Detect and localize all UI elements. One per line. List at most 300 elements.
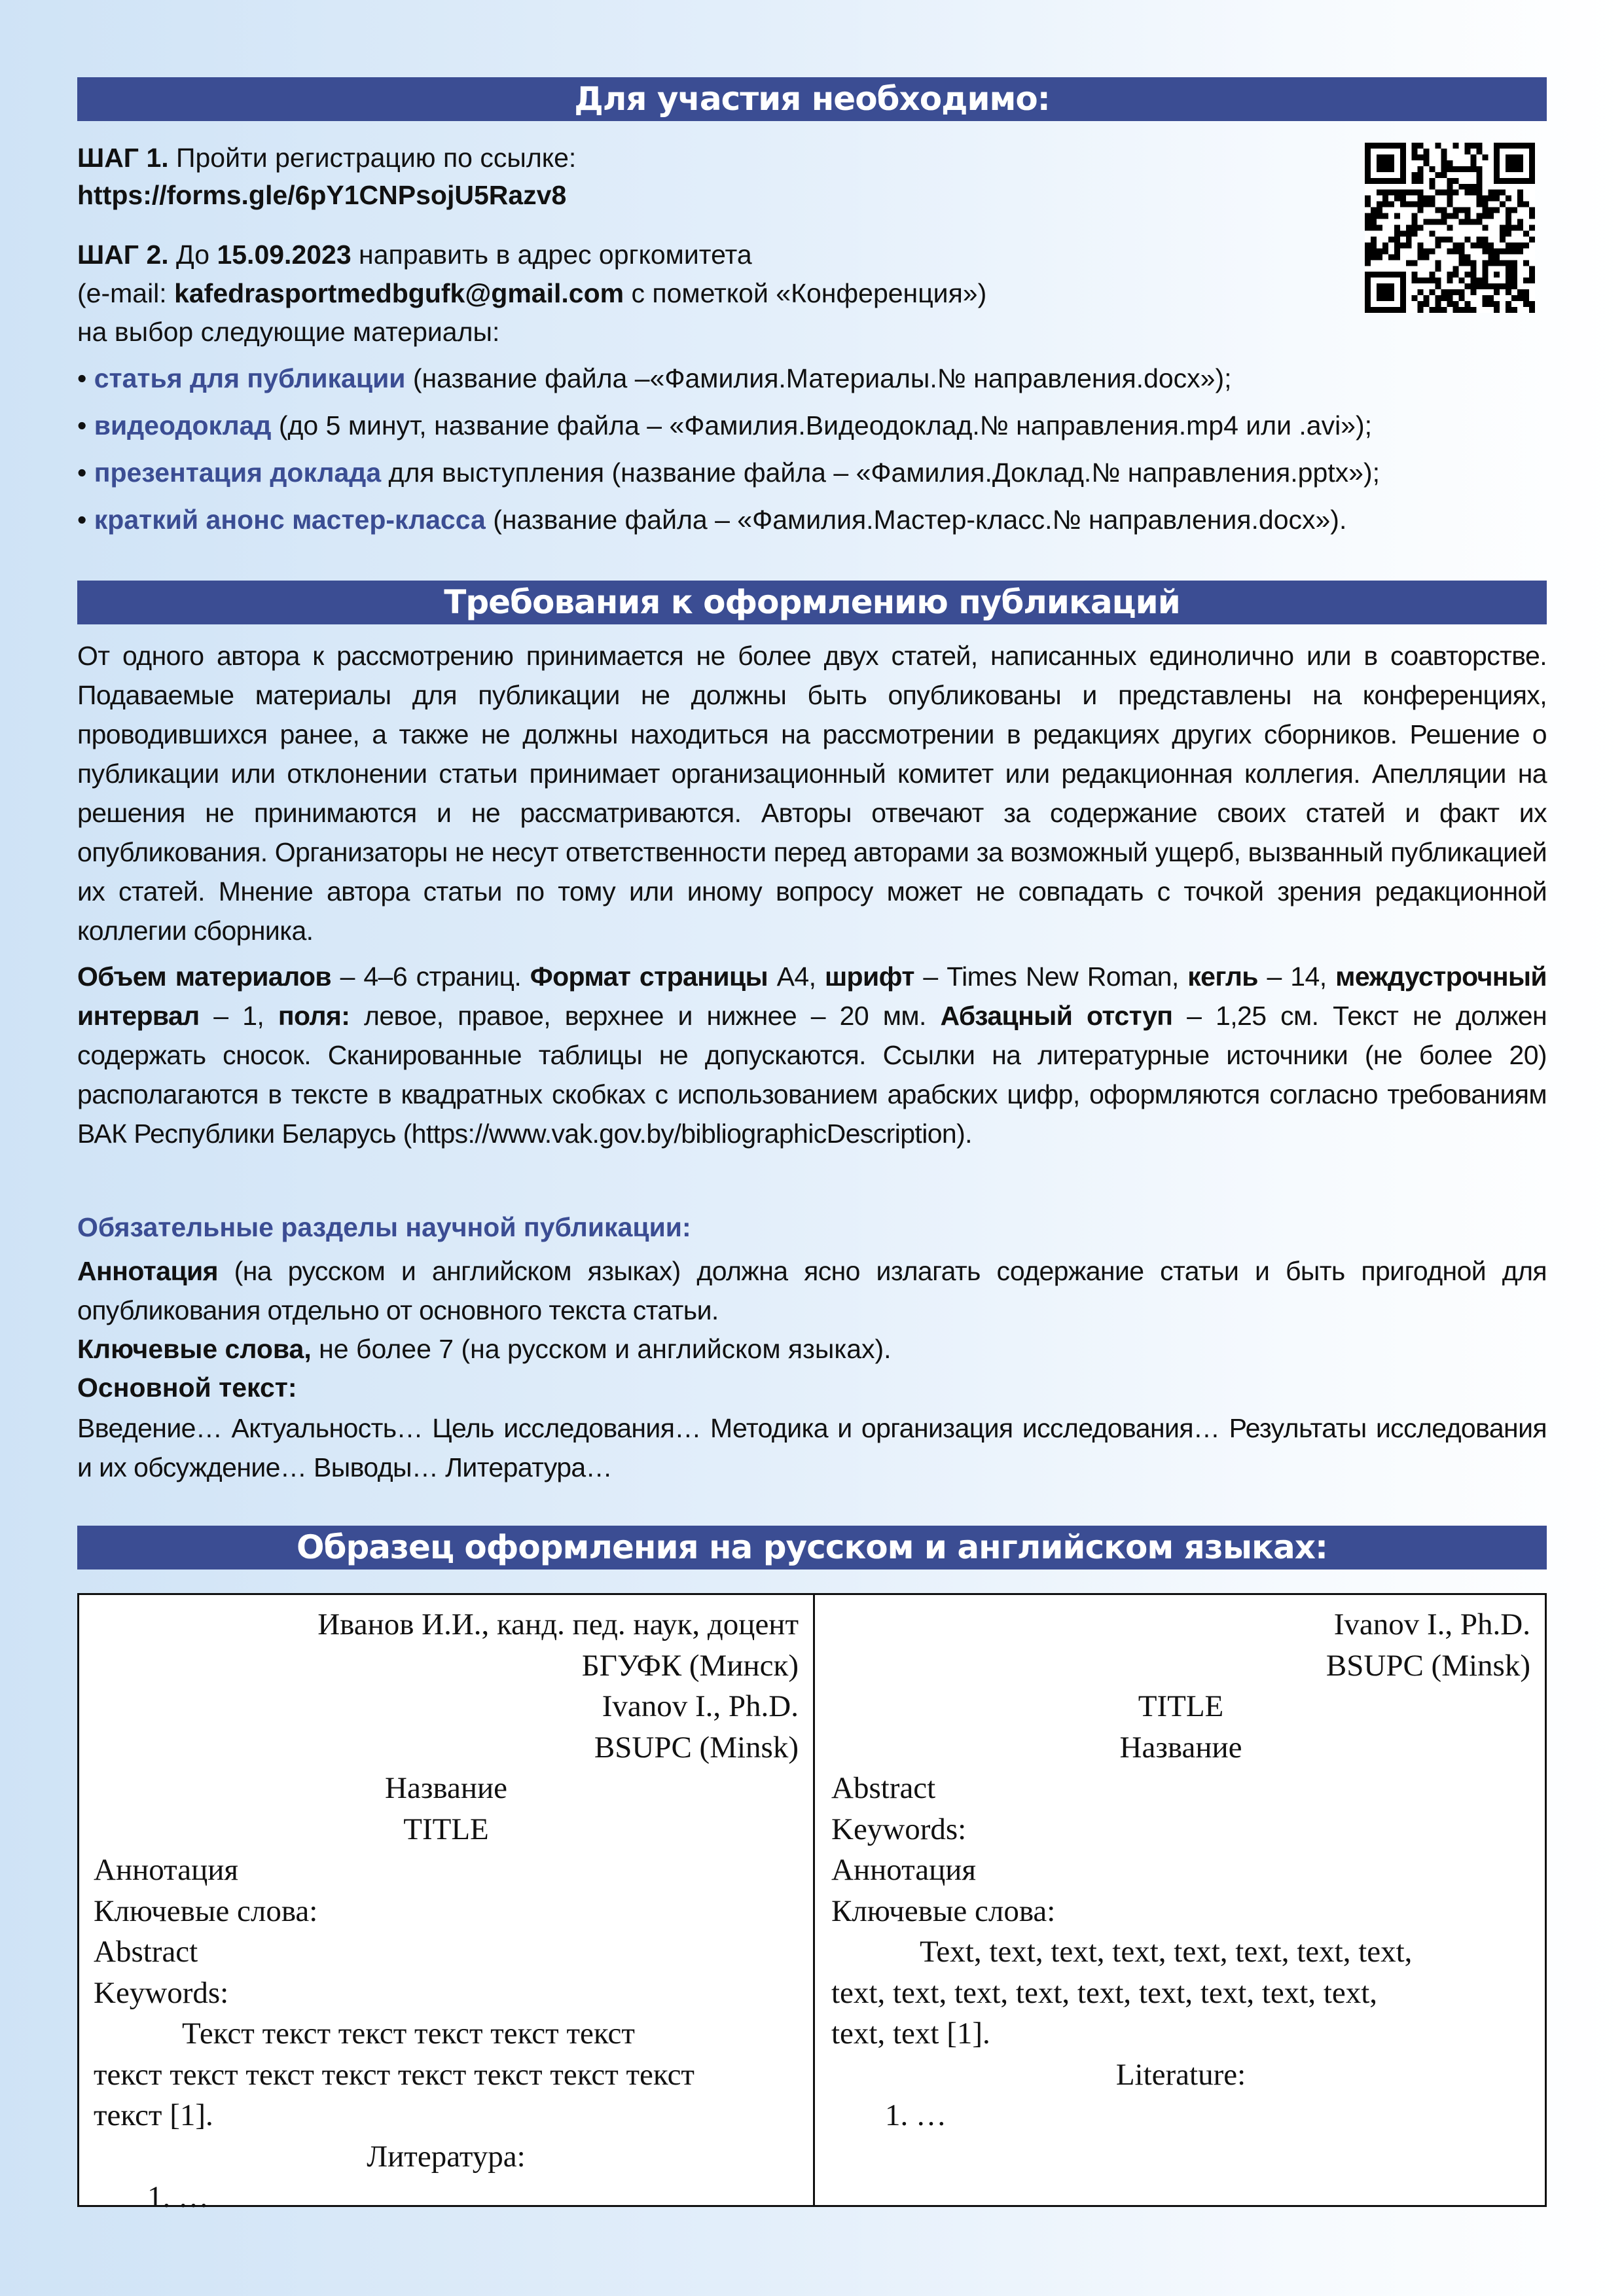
qr-module [1529,154,1535,160]
margins-text: левое, правое, верхнее и нижнее – 20 мм. [350,1001,941,1031]
bullet: • [77,363,94,393]
qr-module [1470,160,1476,166]
qr-module [1400,172,1406,178]
qr-module [1430,248,1435,254]
qr-module [1476,236,1482,242]
qr-module [1447,272,1453,278]
qr-module [1382,196,1388,202]
qr-module [1377,248,1382,254]
bullet: • [77,457,94,488]
qr-module [1435,236,1441,242]
qr-module [1500,143,1506,149]
qr-module [1394,225,1400,231]
qr-module [1523,242,1529,248]
qr-module [1447,213,1453,219]
qr-module [1453,213,1458,219]
qr-module [1511,266,1517,272]
qr-module [1470,272,1476,278]
step1-line [77,138,576,178]
qr-module [1453,143,1458,149]
qr-module [1365,295,1371,301]
qr-module [1517,248,1523,254]
qr-module [1506,154,1511,160]
qr-module [1418,301,1424,307]
qr-module [1441,236,1447,242]
qr-module [1488,301,1494,307]
qr-module [1464,236,1470,242]
qr-module [1523,143,1529,149]
qr-module [1377,307,1382,313]
qr-module [1365,143,1371,149]
qr-module [1371,307,1377,313]
qr-module [1382,202,1388,207]
qr-module [1406,190,1412,196]
qr-module [1506,178,1511,184]
font-label: шрифт [824,961,914,992]
qr-module [1435,278,1441,283]
qr-module [1506,160,1511,166]
qr-module [1482,260,1488,266]
qr-module [1482,266,1488,272]
qr-module [1388,160,1394,166]
qr-module [1430,289,1435,295]
qr-module [1506,272,1511,278]
qr-module [1506,283,1511,289]
qr-module [1400,143,1406,149]
qr-module [1494,254,1500,260]
qr-module [1382,283,1388,289]
qr-module [1382,295,1388,301]
author-en: Ivanov I., Ph.D. [1333,1607,1530,1641]
qr-module [1400,289,1406,295]
email-link[interactable]: kafedrasportmedbgufk@gmail.com [174,278,624,308]
material-text: для выступления (название файла – «Фамилия.Доклад.№ направления.pptx»); [381,457,1380,488]
qr-module [1412,149,1418,154]
qr-module [1506,278,1511,283]
qr-module [1453,272,1458,278]
qr-module [1388,307,1394,313]
step2-pre: До [168,240,217,270]
qr-module [1412,202,1418,207]
qr-module [1412,213,1418,219]
qr-module [1458,184,1464,190]
qr-code-graphic [1365,143,1535,313]
qr-module [1458,289,1464,295]
author-ru: Иванов И.И., канд. пед. наук, доцент [317,1607,799,1641]
qr-module [1464,219,1470,225]
qr-module [1424,149,1430,154]
material-item [77,406,1372,446]
qr-module [1377,143,1382,149]
qr-module [1500,225,1506,231]
qr-module [1418,154,1424,160]
qr-module [1458,207,1464,213]
qr-module [1418,248,1424,254]
qr-module [1517,166,1523,172]
qr-module [1464,254,1470,260]
qr-module [1447,295,1453,301]
qr-module [1464,166,1470,172]
main-text-label: Основной текст: [77,1372,297,1403]
qr-module [1494,248,1500,254]
registration-link[interactable]: https://forms.gle/6pY1CNPsojU5Razv8 [77,180,567,210]
qr-module [1488,196,1494,202]
qr-module [1441,213,1447,219]
qr-module [1506,213,1511,219]
qr-module [1406,236,1412,242]
annotation-requirement [77,1251,1547,1330]
qr-module [1382,242,1388,248]
qr-module [1458,254,1464,260]
qr-module [1365,213,1371,219]
qr-module [1400,301,1406,307]
qr-module [1476,202,1482,207]
qr-module [1464,207,1470,213]
qr-module [1371,272,1377,278]
qr-module [1470,289,1476,295]
qr-module [1458,260,1464,266]
qr-module [1458,166,1464,172]
material-label: видеодоклад [94,410,272,440]
qr-module [1494,283,1500,289]
qr-module [1441,172,1447,178]
qr-module [1365,166,1371,172]
qr-module [1412,272,1418,278]
qr-module [1365,196,1371,202]
qr-module [1412,278,1418,283]
qr-module [1365,307,1371,313]
qr-module [1506,242,1511,248]
page-format-label: Формат страницы [530,961,768,992]
qr-module [1412,219,1418,225]
material-label: краткий анонс мастер-класса [94,505,486,535]
margins-label: поля: [278,1001,350,1031]
qr-module [1511,166,1517,172]
qr-module [1506,289,1511,295]
qr-module [1506,307,1511,313]
qr-module [1400,149,1406,154]
annotation-ru: Аннотация [94,1853,239,1887]
qr-module [1382,143,1388,149]
material-label: презентация доклада [94,457,382,488]
material-item [77,500,1346,540]
qr-module [1388,272,1394,278]
qr-module [1447,166,1453,172]
qr-module [1464,190,1470,196]
qr-module [1371,219,1377,225]
qr-module [1377,254,1382,260]
qr-module [1529,178,1535,184]
qr-module [1377,178,1382,184]
qr-module [1453,178,1458,184]
keywords-requirement [77,1329,892,1369]
volume-text: – 4–6 страниц. [331,961,530,992]
qr-module [1441,219,1447,225]
qr-module [1506,196,1511,202]
indent-label: Абзацный отступ [940,1001,1173,1031]
qr-module [1511,178,1517,184]
body-text-line: text, text, text, text, text, text, text, text, text, [831,1975,1378,2010]
qr-module [1482,242,1488,248]
qr-module [1523,230,1529,236]
org-ru: БГУФК (Минск) [581,1648,799,1683]
qr-module [1424,219,1430,225]
step1-text: Пройти регистрацию по ссылке: [168,143,577,173]
author-en: Ivanov I., Ph.D. [602,1689,799,1723]
qr-module [1494,160,1500,166]
size-text: – 14, [1257,961,1336,992]
qr-module [1365,283,1371,289]
requirements-intro: От одного автора к рассмотрению принимается не более двух статей, написанных единолично или в соавторстве. Подаваемые материалы для публикации не должны быть опубликованы и представлены на конференциях, проводившихся ранее, а также не должны находиться на рассмотрении в редакциях других сборников. Решение о публикации или отклонении статьи принимает организационный комитет или редакционная коллегия. Апелляции на решения не принимаются и не рассматриваются. Авторы отвечают за содержание своих статей и факт их опубликования. Организаторы не несут ответственности перед авторами за возможный ущерб, вызванный публикацией их статей. Мнение автора статьи по тому или иному вопросу может не совпадать с точкой зрения редакционной коллегии сборника. [77,641,1547,946]
qr-module [1441,295,1447,301]
qr-module [1453,166,1458,172]
qr-module [1470,307,1476,313]
qr-module [1482,295,1488,301]
qr-module [1430,184,1435,190]
qr-module [1365,260,1371,266]
qr-module [1517,202,1523,207]
material-label: статья для публикации [94,363,406,393]
qr-module [1412,143,1418,149]
qr-module [1458,295,1464,301]
qr-module [1529,207,1535,213]
qr-module [1430,307,1435,313]
qr-module [1418,254,1424,260]
qr-module [1430,219,1435,225]
qr-module [1441,307,1447,313]
qr-module [1388,289,1394,295]
indent-text: – 1,25 см. Текст не должен содержать сносок. Сканированные таблицы не допускаются. Ссылки на литературные источники (не более 20) располагаются в тексте в квадратных скобках с использованием арабских цифр, оформляются согласно требованиям ВАК Республики Беларусь (https://www.vak.gov.by/bibliographicDescription). [77,1001,1547,1149]
format-requirements [77,957,1547,1153]
literature-item: 1. … [885,2098,947,2132]
qr-module [1506,166,1511,172]
qr-module [1488,213,1494,219]
qr-module [1506,230,1511,236]
qr-module [1365,154,1371,160]
qr-module [1494,307,1500,313]
qr-module [1488,283,1494,289]
qr-module [1476,166,1482,172]
qr-module [1476,149,1482,154]
qr-module [1506,248,1511,254]
qr-module [1394,236,1400,242]
keywords-ru: Ключевые слова: [94,1893,318,1928]
sample-table [77,1593,1547,2214]
qr-module [1377,202,1382,207]
qr-module [1382,154,1388,160]
qr-module [1447,190,1453,196]
qr-module [1464,213,1470,219]
qr-module [1500,202,1506,207]
keywords-label: Ключевые слова, [77,1334,312,1364]
qr-module [1400,242,1406,248]
qr-module [1482,196,1488,202]
qr-module [1506,301,1511,307]
qr-module [1382,178,1388,184]
qr-module [1470,166,1476,172]
title-en: TITLE [1138,1689,1224,1723]
qr-module [1511,242,1517,248]
qr-module [1506,266,1511,272]
qr-module [1488,260,1494,266]
qr-module [1464,184,1470,190]
qr-module [1476,283,1482,289]
literature-heading: Literature: [1115,2057,1246,2092]
qr-module [1447,225,1453,231]
qr-module [1365,149,1371,154]
qr-module [1482,272,1488,278]
qr-module [1453,301,1458,307]
sample-column-english [817,1595,1545,2205]
qr-module [1476,242,1482,248]
font-text: – Times New Roman, [914,961,1188,992]
qr-module [1382,307,1388,313]
required-sections-heading: Обязательные разделы научной публикации: [77,1212,691,1242]
qr-module [1400,190,1406,196]
qr-module [1447,248,1453,254]
qr-module [1377,225,1382,231]
literature-item: 1. … [147,2180,209,2214]
qr-module [1482,248,1488,254]
qr-module [1470,283,1476,289]
qr-module [1488,254,1494,260]
qr-module [1424,160,1430,166]
qr-module [1418,172,1424,178]
qr-module [1482,202,1488,207]
qr-module [1458,307,1464,313]
qr-module [1476,172,1482,178]
qr-module [1424,254,1430,260]
qr-module [1511,160,1517,166]
qr-module [1377,295,1382,301]
qr-module [1494,172,1500,178]
qr-module [1494,154,1500,160]
qr-module [1430,196,1435,202]
qr-module [1458,278,1464,283]
qr-module [1382,272,1388,278]
qr-module [1470,184,1476,190]
qr-module [1529,160,1535,166]
qr-module [1529,143,1535,149]
qr-module [1377,213,1382,219]
qr-module [1365,272,1371,278]
qr-module [1394,307,1400,313]
qr-module [1377,166,1382,172]
qr-module [1441,149,1447,154]
qr-module [1511,260,1517,266]
qr-module [1494,143,1500,149]
qr-module [1482,278,1488,283]
qr-module [1447,278,1453,283]
title-ru: Название [385,1771,507,1805]
qr-module [1488,207,1494,213]
qr-module [1529,213,1535,219]
qr-module [1412,172,1418,178]
qr-module [1412,225,1418,231]
qr-module [1382,190,1388,196]
abstract-en: Abstract [831,1771,936,1805]
qr-module [1394,230,1400,236]
qr-module [1400,166,1406,172]
qr-module [1388,154,1394,160]
qr-module [1388,202,1394,207]
qr-module [1382,166,1388,172]
qr-module [1400,230,1406,236]
qr-module [1494,166,1500,172]
qr-module [1447,184,1453,190]
qr-module [1388,254,1394,260]
qr-module [1488,242,1494,248]
qr-module [1382,248,1388,254]
qr-module [1494,260,1500,266]
material-text: (название файла –«Фамилия.Материалы.№ направления.docx»); [405,363,1232,393]
qr-module [1441,190,1447,196]
qr-module [1412,230,1418,236]
qr-module [1529,266,1535,272]
step2-post: направить в адрес оргкомитета [351,240,752,270]
qr-module [1418,242,1424,248]
qr-module [1435,301,1441,307]
qr-module [1400,272,1406,278]
qr-module [1365,301,1371,307]
qr-module [1464,260,1470,266]
qr-module [1435,266,1441,272]
qr-module [1418,307,1424,313]
qr-module [1529,278,1535,283]
qr-module [1371,143,1377,149]
qr-module [1377,289,1382,295]
body-text-line: Text, text, text, text, text, text, text, text, [920,1935,1413,1969]
qr-module [1494,289,1500,295]
qr-module [1400,154,1406,160]
qr-module [1435,242,1441,248]
qr-module [1435,283,1441,289]
qr-module [1488,190,1494,196]
qr-module [1435,260,1441,266]
qr-module [1453,242,1458,248]
qr-module [1382,289,1388,295]
body-text-line: text, text [1]. [831,2017,990,2051]
qr-module [1517,225,1523,231]
qr-module [1371,225,1377,231]
qr-module [1430,202,1435,207]
qr-module [1418,225,1424,231]
qr-module [1506,207,1511,213]
qr-module [1529,272,1535,278]
material-text: (до 5 минут, название файла – «Фамилия.Видеодоклад.№ направления.mp4 или .avi»); [271,410,1373,440]
qr-module [1517,190,1523,196]
qr-module [1458,248,1464,254]
qr-module [1453,207,1458,213]
qr-module [1517,196,1523,202]
qr-module [1441,289,1447,295]
qr-module [1424,196,1430,202]
qr-module [1529,172,1535,178]
org-en: BSUPC (Minsk) [1326,1648,1530,1683]
qr-module [1523,295,1529,301]
sample-column-russian [79,1595,815,2214]
qr-module [1488,295,1494,301]
annotation-ru: Аннотация [831,1853,977,1887]
qr-module [1418,196,1424,202]
qr-module [1517,295,1523,301]
material-item [77,359,1232,399]
qr-module [1365,178,1371,184]
qr-module [1435,207,1441,213]
qr-module [1388,166,1394,172]
qr-module [1400,202,1406,207]
body-text-line: текст текст текст текст текст текст текст текст [94,2057,695,2092]
